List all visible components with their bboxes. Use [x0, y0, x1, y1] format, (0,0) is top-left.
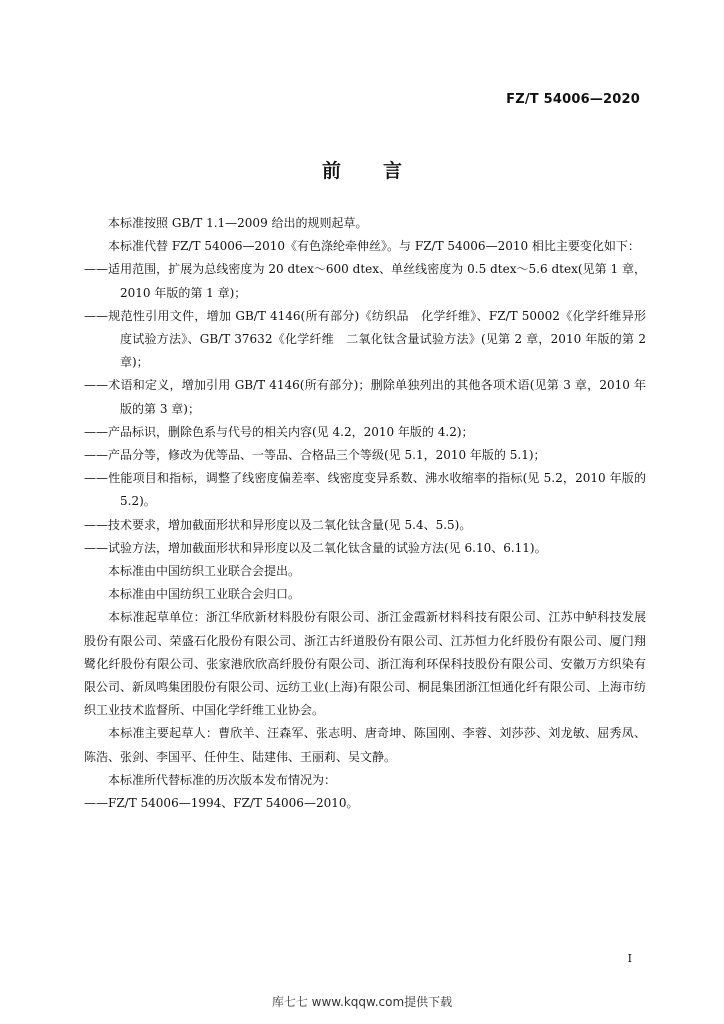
page-number: I	[627, 952, 632, 965]
title-char-1: 前	[321, 160, 341, 182]
change-item: ——技术要求，增加截面形状和异形度以及二氧化钛含量(见 5.4、5.5)。	[84, 517, 472, 532]
title-char-2: 言	[383, 160, 403, 182]
change-item: ——产品标识，删除色系与代号的相关内容(见 4.2，2010 年版的 4.2)；	[84, 424, 474, 439]
change-item: ——性能项目和指标，调整了线密度偏差率、线密度变异系数、沸水收缩率的指标(见 5.2，2010 年版的 5.2)。	[84, 471, 646, 509]
standard-code: FZ/T 54006—2020	[506, 92, 640, 107]
foreword-body	[84, 212, 646, 815]
change-item: ——试验方法，增加截面形状和异形度以及二氧化钛含量的试验方法(见 6.10、6.11)。	[84, 540, 547, 555]
version-history: ——FZ/T 54006—1994、FZ/T 54006—2010。	[84, 796, 359, 811]
change-item: ——产品分等，修改为优等品、一等品、合格品三个等级(见 5.1，2010 年版的 5.1)；	[84, 448, 546, 463]
change-item: ——术语和定义，增加引用 GB/T 4146(所有部分)；删除单独列出的其他各项术语(见第 3 章，2010 年版的第 3 章)；	[84, 378, 646, 416]
paragraph: 本标准由中国纺织工业联合会归口。	[108, 587, 301, 602]
paragraph: 本标准代替 FZ/T 54006—2010《有色涤纶牵伸丝》。与 FZ/T 54006—2010 相比主要变化如下：	[108, 239, 640, 254]
paragraph: 本标准所代替标准的历次版本发布情况为：	[108, 772, 337, 787]
page-title	[0, 156, 724, 183]
drafters: 本标准主要起草人：曹欣羊、汪森军、张志明、唐奇坤、陈国刚、李蓉、刘莎莎、刘龙敏、屈秀凤、陈浩、张剑、李国平、任仲生、陆建伟、王丽莉、吴文静。	[84, 726, 646, 764]
change-item: ——规范性引用文件，增加 GB/T 4146(所有部分)《纺织品 化学纤维》、FZ/T 50002《化学纤维异形度试验方法》、GB/T 37632《化学纤维 二氧化钛含量试验方法》(见第 2 章，2010 年版的第 2 章)；	[84, 308, 646, 370]
download-watermark: 库七七 www.kqqw.com提供下载	[271, 995, 453, 1009]
paragraph: 本标准按照 GB/T 1.1—2009 给出的规则起草。	[108, 216, 368, 230]
paragraph: 本标准由中国纺织工业联合会提出。	[108, 564, 301, 579]
drafting-units: 本标准起草单位：浙江华欣新材料股份有限公司、浙江金霞新材料科技有限公司、江苏中鲈科技发展股份有限公司、荣盛石化股份有限公司、浙江古纤道股份有限公司、江苏恒力化纤股份有限公司、厦门翔鹭化纤股份有限公司、张家港欣欣高纤股份有限公司、浙江海利环保科技股份有限公司、安徽万方织染有限公司、新凤鸣集团股份有限公司、远纺工业(上海)有限公司、桐昆集团浙江恒通化纤有限公司、上海市纺织工业技术监督所、中国化学纤维工业协会。	[84, 610, 646, 718]
change-item: ——适用范围，扩展为总线密度为 20 dtex～600 dtex、单丝线密度为 0.5 dtex～5.6 dtex(见第 1 章，2010 年版的第 1 章)；	[84, 262, 646, 300]
